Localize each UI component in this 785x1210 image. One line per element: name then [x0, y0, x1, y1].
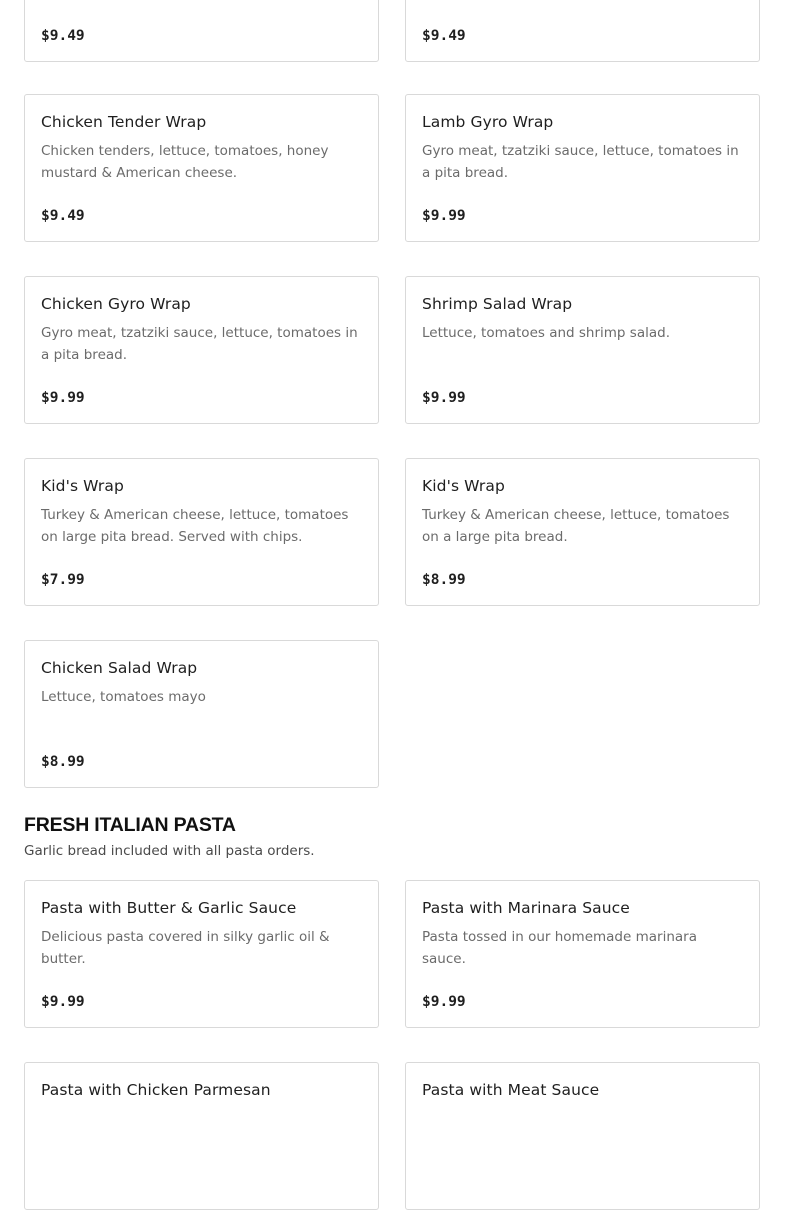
item-name: Chicken Tender Wrap — [41, 113, 207, 131]
menu-item-card[interactable] — [24, 640, 379, 788]
menu-item-card[interactable] — [405, 0, 760, 62]
item-price: $9.49 — [422, 28, 466, 44]
item-price: $8.99 — [41, 754, 85, 770]
item-price: $9.49 — [41, 28, 85, 44]
menu-item-card[interactable] — [405, 880, 760, 1028]
item-name: Chicken Gyro Wrap — [41, 295, 191, 313]
item-name: Chicken Salad Wrap — [41, 659, 198, 677]
item-name: Kid's Wrap — [41, 477, 124, 495]
item-description: Delicious pasta covered in silky garlic oil & butter. — [41, 929, 330, 967]
menu-item-card[interactable] — [24, 1062, 379, 1210]
item-price: $9.99 — [422, 208, 466, 224]
menu-item-card[interactable] — [24, 0, 379, 62]
item-price: $8.99 — [422, 572, 466, 588]
item-name: Pasta with Marinara Sauce — [422, 899, 630, 917]
item-description: Gyro meat, tzatziki sauce, lettuce, tomatoes in a pita bread. — [422, 143, 739, 181]
item-description: Gyro meat, tzatziki sauce, lettuce, tomatoes in a pita bread. — [41, 325, 358, 363]
menu-item-card[interactable] — [24, 94, 379, 242]
item-price: $9.99 — [422, 390, 466, 406]
item-name: Kid's Wrap — [422, 477, 505, 495]
menu-item-card[interactable] — [405, 458, 760, 606]
section-note: Garlic bread included with all pasta orders. — [24, 843, 315, 859]
item-description: Pasta tossed in our homemade marinara sauce. — [422, 929, 697, 967]
item-description: Lettuce, tomatoes mayo — [41, 689, 206, 705]
item-name: Lamb Gyro Wrap — [422, 113, 554, 131]
menu-item-card[interactable] — [24, 880, 379, 1028]
section-title: FRESH ITALIAN PASTA — [24, 814, 236, 836]
item-description: Lettuce, tomatoes and shrimp salad. — [422, 325, 670, 341]
item-price: $9.99 — [41, 390, 85, 406]
item-name: Shrimp Salad Wrap — [422, 295, 573, 313]
item-price: $9.99 — [41, 994, 85, 1010]
item-description: Turkey & American cheese, lettuce, tomatoes on a large pita bread. — [422, 507, 730, 545]
item-description: Chicken tenders, lettuce, tomatoes, honey mustard & American cheese. — [41, 143, 329, 181]
item-price: $9.49 — [41, 208, 85, 224]
item-price: $7.99 — [41, 572, 85, 588]
item-name: Pasta with Butter & Garlic Sauce — [41, 899, 297, 917]
menu-item-card[interactable] — [405, 94, 760, 242]
item-price: $9.99 — [422, 994, 466, 1010]
menu-item-card[interactable] — [405, 1062, 760, 1210]
menu-item-card[interactable] — [24, 276, 379, 424]
menu-item-card[interactable] — [24, 458, 379, 606]
item-description: Turkey & American cheese, lettuce, tomatoes on large pita bread. Served with chips. — [41, 507, 349, 545]
menu-item-card[interactable] — [405, 276, 760, 424]
item-name: Pasta with Meat Sauce — [422, 1081, 600, 1099]
item-name: Pasta with Chicken Parmesan — [41, 1081, 271, 1099]
